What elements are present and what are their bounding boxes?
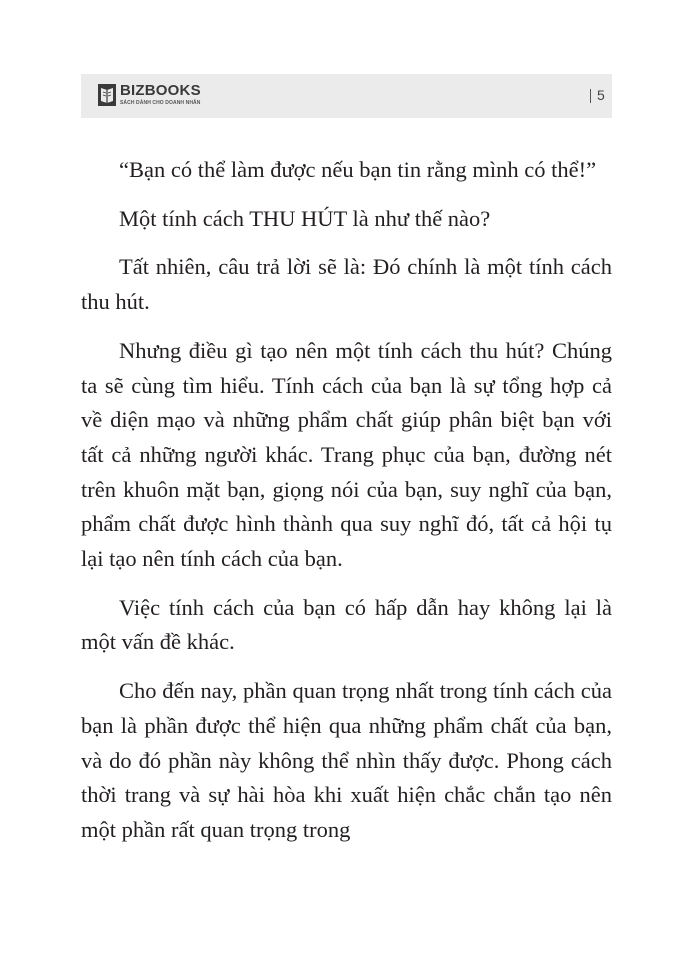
paragraph-question: Một tính cách THU HÚT là như thế nào?	[119, 205, 491, 231]
paragraph: Nhưng điều gì tạo nên một tính cách thu hút? Chúng ta sẽ cùng tìm hiểu. Tính cách của bạn là sự tổng hợp cả về diện mạo và những phẩm chất giúp phân biệt bạn với tất cả những người khác. Trang phục của bạn, đường nét trên khuôn mặt bạn, giọng nói của bạn, suy nghĩ của bạn, phẩm chất được hình thành qua suy nghĩ đó, tất cả hội tụ lại tạo nên tính cách của bạn.	[81, 337, 612, 572]
book-icon	[98, 84, 116, 106]
brand-name: BIZBOOKS	[120, 82, 201, 99]
paragraph: Việc tính cách của bạn có hấp dẫn hay không lại là một vấn đề khác.	[81, 594, 612, 655]
page-body	[81, 153, 612, 862]
paragraph-quote: “Bạn có thể làm được nếu bạn tin rằng mình có thể!”	[119, 157, 597, 182]
paragraph: Cho đến nay, phần quan trọng nhất trong tính cách của bạn là phần được thể hiện qua những phẩm chất của bạn, và do đó phần này không thể nhìn thấy được. Phong cách thời trang và sự hài hòa khi xuất hiện chắc chắn tạo nên một phần rất quan trọng trong	[81, 678, 612, 842]
page-header	[81, 74, 612, 118]
paragraph: Tất nhiên, câu trả lời sẽ là: Đó chính là một tính cách thu hút.	[81, 254, 612, 315]
page-number-divider	[590, 89, 591, 103]
page-number: 5	[597, 87, 605, 103]
brand-tagline: SÁCH DÀNH CHO DOANH NHÂN	[120, 100, 201, 106]
